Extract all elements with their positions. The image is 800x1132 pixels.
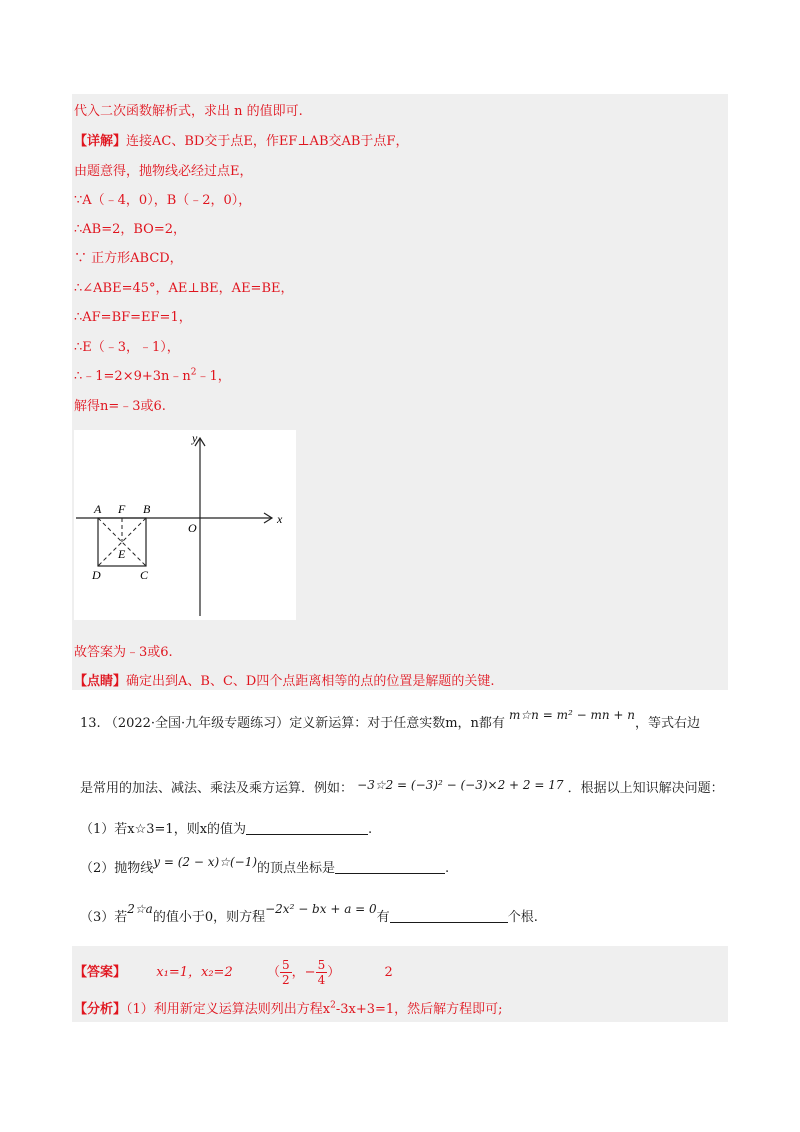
solution-line-4: ∵A（﹣4，0），B（﹣2，0）， — [74, 193, 252, 208]
solution-line-3: 由题意得，抛物线必经过点E， — [74, 164, 253, 179]
definition-formula: m☆n = m² − mn + n — [509, 708, 635, 722]
answer-line — [74, 958, 393, 987]
question-source: （2022·全国·九年级专题练习） — [104, 716, 290, 731]
subquestion-2: （2）抛物线y = (2 − x)☆(−1)的顶点坐标是 . — [80, 855, 450, 876]
answer-1: x₁=1，x₂=2 — [156, 965, 233, 980]
comment-line: 【点睛】确定出到A、B、C、D四个点距离相等的点的位置是解题的关键. — [74, 674, 495, 689]
parabola-formula: y = (2 − x)☆(−1) — [153, 855, 258, 869]
answer-blank-2[interactable] — [335, 861, 445, 874]
label-b: B — [143, 502, 151, 516]
figure-svg — [74, 430, 296, 620]
analysis-line: 【分析】（1）利用新定义运算法则列出方程$x^2-3x+3=1$，然后解方程即可; — [74, 1000, 503, 1017]
label-f: F — [118, 502, 126, 516]
solution-line-11: 解得n=﹣3或6. — [74, 399, 166, 414]
label-o: O — [188, 521, 197, 535]
solution-line-9: ∴E（﹣3，﹣1）， — [74, 340, 180, 355]
question-line-2: 是常用的加法、减法、乘法及乘方运算．例如： −3☆2 = (−3)² − (−3)×2 + 2 = 17 ．根据以上知识解决问题： — [80, 778, 724, 796]
example-formula: −3☆2 = (−3)² − (−3)×2 + 2 = 17 — [357, 778, 564, 792]
answer-3: 2 — [384, 965, 393, 980]
operation-formula: 2☆a — [127, 902, 153, 916]
label-d: D — [92, 568, 101, 582]
comment-tag: 【点睛】 — [74, 674, 127, 689]
answer-blank-1[interactable] — [246, 822, 368, 835]
fraction-5-4: $\frac{5}{4}$ — [317, 958, 326, 987]
solution-line-6: ∵ 正方形ABCD， — [74, 251, 183, 266]
geometry-figure — [74, 430, 296, 620]
subquestion-1: （1）若x☆3=1，则x的值为 . — [80, 822, 373, 837]
label-e: E — [118, 547, 126, 561]
conclusion-line: 故答案为﹣3或6. — [74, 645, 173, 660]
solution-line-1: 代入二次函数解析式，求出 n 的值即可. — [74, 104, 303, 119]
solution-line-5: ∴AB=2，BO=2， — [74, 222, 186, 237]
fraction-5-2: $\frac{5}{2}$ — [282, 958, 290, 987]
answer-blank-3[interactable] — [390, 910, 508, 923]
question-line-1: 13. （2022·全国·九年级专题练习）定义新运算：对于任意实数m，n都有 m☆n = m² − mn + n，等式右边 — [80, 708, 700, 731]
solution-line-8: ∴AF=BF=EF=1， — [74, 310, 192, 325]
label-x: x — [277, 512, 283, 526]
subquestion-3: （3）若2☆a的值小于0，则方程−2x² − bx + a = 0有 个根. — [80, 902, 538, 925]
analysis-tag: 【分析】 — [74, 1002, 127, 1017]
question-number: 13. — [80, 716, 101, 731]
equation-formula: −2x² − bx + a = 0 — [265, 902, 377, 916]
detail-tag: 【详解】 — [74, 134, 127, 149]
solution-line-10: $\therefore﹣1=2\times 9+3n﹣n^2﹣1$， — [74, 367, 231, 384]
answer-tag: 【答案】 — [74, 965, 127, 980]
label-y: y — [192, 431, 198, 445]
label-c: C — [140, 568, 149, 582]
answer-2: （ $\frac{5}{2}$ ，− $\frac{5}{4}$ ） — [267, 958, 341, 987]
solution-line-2: 【详解】连接AC、BD交于点E，作EF⊥AB交AB于点F， — [74, 134, 409, 149]
solution-line-7: ∴∠ABE=45°，AE⊥BE，AE=BE， — [74, 281, 294, 296]
label-a: A — [94, 502, 102, 516]
